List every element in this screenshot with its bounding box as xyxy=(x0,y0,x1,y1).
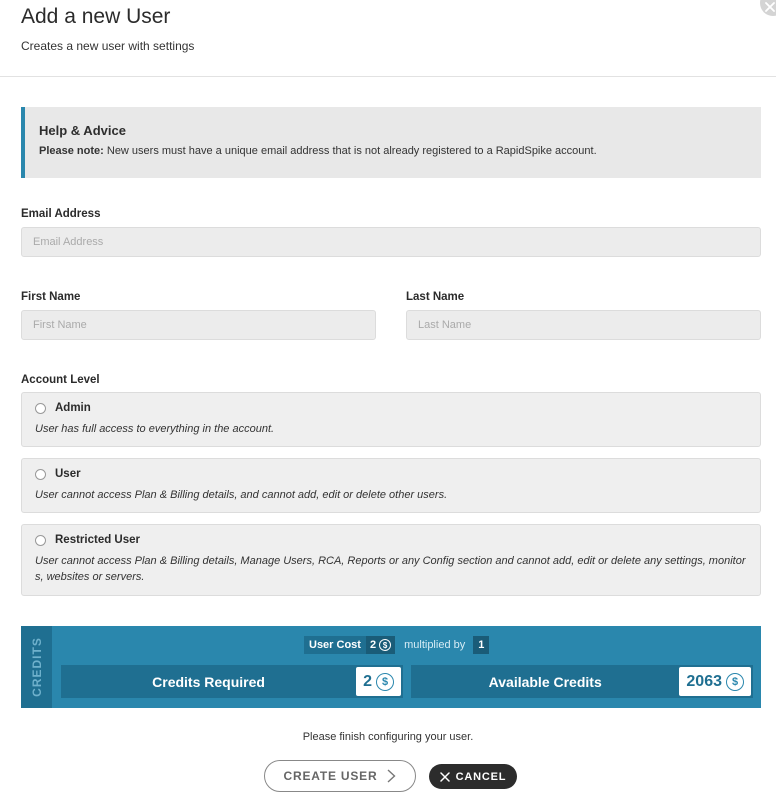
last-name-label: Last Name xyxy=(406,291,465,303)
credits-vertical-text: CREDITS xyxy=(29,637,44,697)
credits-panel xyxy=(21,626,761,708)
advice-note-label: Please note: xyxy=(39,145,104,157)
credits-required-label: Credits Required xyxy=(152,673,265,690)
chevron-right-icon xyxy=(387,769,396,783)
option-title: Admin xyxy=(55,402,91,414)
close-icon xyxy=(440,772,450,782)
advice-title: Help & Advice xyxy=(39,123,126,138)
account-level-option-admin[interactable] xyxy=(21,392,761,447)
account-level-option-restricted-user[interactable] xyxy=(21,524,761,596)
credits-required-value xyxy=(356,667,401,696)
cancel-button[interactable] xyxy=(429,764,517,789)
advice-note-text: New users must have a unique email address that is not already registered to a RapidSpike account. xyxy=(103,145,597,157)
available-credits-number: 2063 xyxy=(686,672,722,690)
coin-icon: $ xyxy=(376,673,394,691)
multiplier-value: 1 xyxy=(473,636,489,654)
email-label: Email Address xyxy=(21,208,101,220)
credits-side-label xyxy=(21,626,52,708)
user-cost-row xyxy=(304,636,489,654)
create-user-button[interactable] xyxy=(264,760,416,792)
user-cost-label: User Cost xyxy=(304,636,366,654)
cancel-label: CANCEL xyxy=(455,770,507,783)
coin-icon: $ xyxy=(726,673,744,691)
available-credits-box xyxy=(411,665,753,698)
close-icon xyxy=(765,2,775,12)
credits-required-box xyxy=(61,665,403,698)
radio-restricted-user[interactable] xyxy=(35,535,46,546)
last-name-field[interactable] xyxy=(406,310,761,340)
user-cost-number: 2 xyxy=(369,639,377,651)
option-description: User cannot access Plan & Billing details, Manage Users, RCA, Reports or any Config section and cannot add, edit or delete any settings, monitors, websites or servers. xyxy=(35,555,746,583)
option-description: User cannot access Plan & Billing details, and cannot add, edit or delete other users. xyxy=(35,489,448,501)
option-description: User has full access to everything in the account. xyxy=(35,423,275,435)
modal-header xyxy=(0,0,776,77)
radio-user[interactable] xyxy=(35,469,46,480)
radio-admin[interactable] xyxy=(35,403,46,414)
first-name-field[interactable] xyxy=(21,310,376,340)
account-level-label: Account Level xyxy=(21,374,100,386)
status-message: Please finish configuring your user. xyxy=(302,731,474,743)
page-title: Add a new User xyxy=(21,5,171,28)
create-user-label: CREATE USER xyxy=(283,769,378,783)
advice-text xyxy=(39,145,747,157)
available-credits-label: Available Credits xyxy=(488,673,602,690)
email-field[interactable] xyxy=(21,227,761,257)
page-subtitle: Creates a new user with settings xyxy=(21,39,195,53)
user-cost-value xyxy=(366,636,395,654)
available-credits-value xyxy=(679,667,751,696)
coin-icon: $ xyxy=(379,639,391,651)
option-title: User xyxy=(55,468,81,480)
help-advice-panel xyxy=(21,107,761,178)
credits-required-number: 2 xyxy=(363,672,372,690)
option-title: Restricted User xyxy=(55,534,141,546)
multiplied-by-label: multiplied by xyxy=(404,639,466,651)
first-name-label: First Name xyxy=(21,291,81,303)
account-level-option-user[interactable] xyxy=(21,458,761,513)
